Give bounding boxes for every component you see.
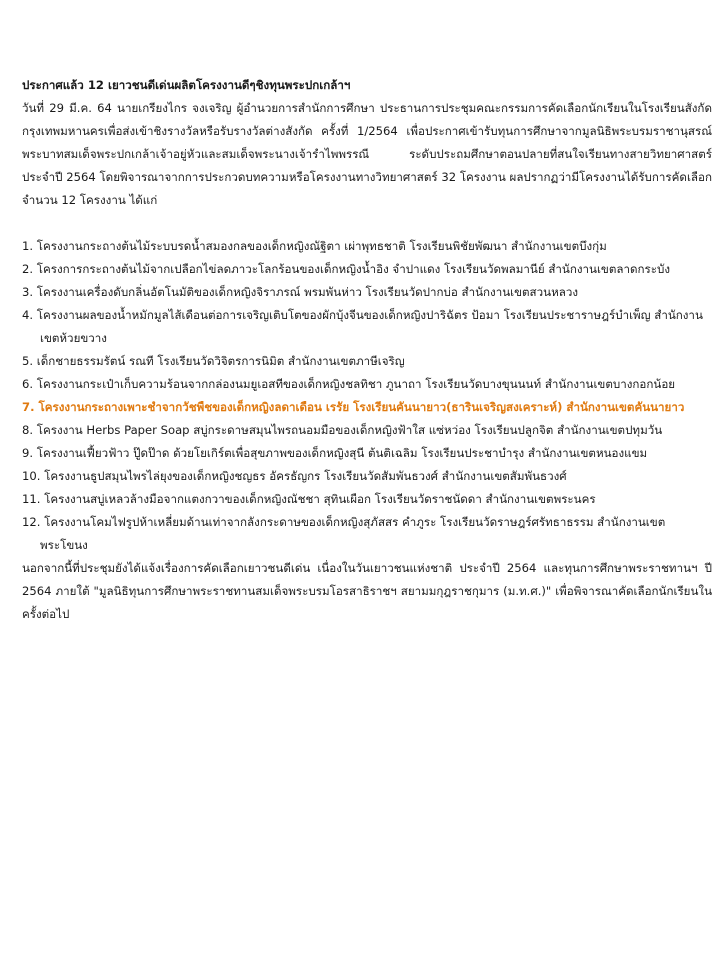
project-list bbox=[22, 235, 712, 557]
list-item: 5. เด็กชายธรรมรัตน์ รณที โรงเรียนวัดวิจิตรการนิมิต สำนักงานเขตภาษีเจริญ bbox=[22, 354, 405, 368]
closing-paragraph: นอกจากนี้ที่ประชุมยังได้แจ้งเรื่องการคัดเลือกเยาวชนดีเด่น เนื่องในวันเยาวชนแห่งชาติ ประจำปี 2564 และทุนการศึกษาพระราชทานฯ ปี 2564 ภายใต้ "มูลนิธิทุนการศึกษาพระราชทานสมเด็จพระบรมโอรสาธิราชฯ สยามมกุฎราชกุมาร (ม.ท.ศ.)" เพื่อพิจารณาคัดเลือกนักเรียนในครั้งต่อไป bbox=[22, 561, 712, 621]
article-title: ประกาศแล้ว 12 เยาวชนดีเด่นผลิตโครงงานดีๆชิงทุนพระปกเกล้าฯ bbox=[22, 78, 351, 92]
list-item: 6. โครงงานกระเป๋าเก็บความร้อนจากกล่องนมยูเอสทีของเด็กหญิงชลทิชา ภูนาถา โรงเรียนวัดบางขุนนนท์ สำนักงานเขตบางกอกน้อย bbox=[22, 377, 676, 391]
intro-paragraph: วันที่ 29 มี.ค. 64 นายเกรียงไกร จงเจริญ ผู้อำนวยการสำนักการศึกษา ประธานการประชุมคณะกรรมการคัดเลือกนักเรียนในโรงเรียนสังกัดกรุงเทพมหานครเพื่อส่งเข้าชิงรางวัลหรือรับรางวัลต่างสังกัด ครั้งที่ 1/2564 เพื่อประกาศเข้ารับทุนการศึกษาจากมูลนิธิพระบรมราชานุสรณ์พระบาทสมเด็จพระปกเกล้าเจ้าอยู่หัวและสมเด็จพระนางเจ้ารำไพพรรณี ระดับประถมศึกษาตอนปลายที่สนใจเรียนทางสายวิทยาศาสตร์ ประจำปี 2564 โดยพิจารณาจากการประกวดบทความหรือโครงงานทางวิทยาศาสตร์ 32 โครงงาน ผลปรากฏว่ามีโครงงานได้รับการคัดเลือกจำนวน 12 โครงงาน ได้แก่ bbox=[22, 101, 712, 207]
list-item-highlighted: 7. โครงงานกระถางเพาะชำจากวัชพืชของเด็กหญิงลดาเดือน เรรัย โรงเรียนคันนายาว(ธารินเจริญสงเคราะห์) สำนักงานเขตคันนายาว bbox=[22, 400, 685, 414]
spacer bbox=[22, 212, 712, 235]
article bbox=[22, 74, 712, 626]
list-item: 3. โครงงานเครื่องดับกลิ่นอัตโนมัติของเด็กหญิงจิราภรณ์ พรมพันห่าว โรงเรียนวัดปากบ่อ สำนักงานเขตสวนหลวง bbox=[22, 285, 578, 299]
list-item: 10. โครงงานธูปสมุนไพรไล่ยุงของเด็กหญิงชญธร อัครธัญกร โรงเรียนวัดสัมพันธวงศ์ สำนักงานเขตสัมพันธวงศ์ bbox=[22, 469, 567, 483]
list-item: 2. โครงการกระถางต้นไม้จากเปลือกไข่ลดภาวะโลกร้อนของเด็กหญิงน้ำอิง จำปาแดง โรงเรียนวัดพลมานีย์ สำนักงานเขตลาดกระบัง bbox=[22, 262, 671, 276]
list-item: 12. โครงงานโคมไฟรูปห้าเหลี่ยมด้านเท่าจากลังกระดาษของเด็กหญิงสุภัสสร คำภูระ โรงเรียนวัดราษฎร์ศรัทธาธรรม สำนักงานเขตพระโขนง bbox=[22, 515, 666, 552]
list-item: 1. โครงงานกระถางต้นไม้ระบบรดน้ำสมองกลของเด็กหญิงณัฐิตา เผ่าพุทธชาติ โรงเรียนพิชัยพัฒนา สำนักงานเขตบึงกุ่ม bbox=[22, 239, 607, 253]
list-item: 8. โครงงาน Herbs Paper Soap สบู่กระดาษสมุนไพรถนอมมือของเด็กหญิงฟ้าใส แซ่หว่อง โรงเรียนปลูกจิต สำนักงานเขตปทุมวัน bbox=[22, 423, 663, 437]
list-item: 4. โครงงานผลของน้ำหมักมูลไส้เดือนต่อการเจริญเติบโตของผักบุ้งจีนของเด็กหญิงปาริฉัตร ป้อมา โรงเรียนประชาราษฎร์บำเพ็ญ สำนักงานเขตห้วยขวาง bbox=[22, 308, 703, 345]
list-item: 11. โครงงานสบู่เหลวล้างมือจากแตงกวาของเด็กหญิงณัชชา สุทินเผือก โรงเรียนวัดราชนัดดา สำนักงานเขตพระนคร bbox=[22, 492, 596, 506]
list-item: 9. โครงงานเฟี้ยวฟ้าว ปู๊ดป๊าด ด้วยโยเกิร์ตเพื่อสุขภาพของเด็กหญิงสุนี ต้นติเฉลิม โรงเรียนประชาบำรุง สำนักงานเขตหนองแขม bbox=[22, 446, 648, 460]
